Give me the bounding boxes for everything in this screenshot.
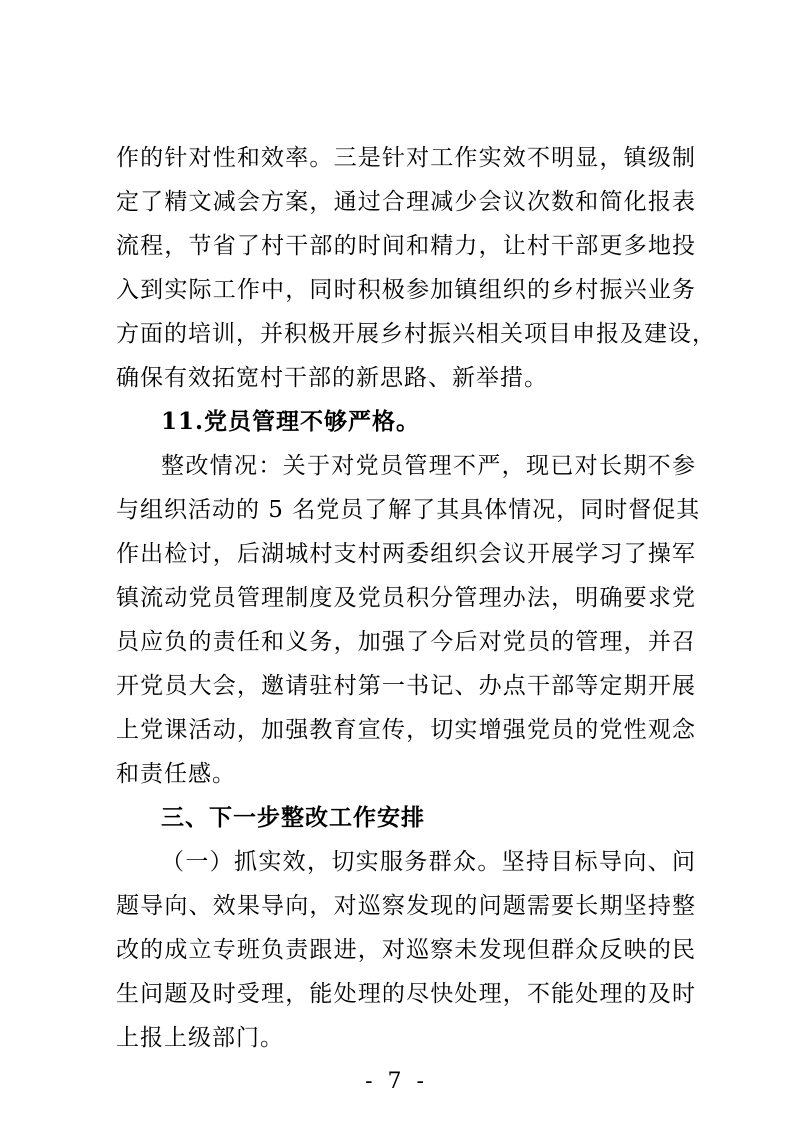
body-text-line: 作出检讨，后湖城村支村两委组织会议开展学习了操军 [116,541,696,567]
body-text-line: 员应负的责任和义务，加强了今后对党员的管理，并召 [116,629,696,655]
body-text-line: 定了精文减会方案，通过合理减少会议次数和简化报表 [116,189,696,215]
body-text-line: 题导向、效果导向，对巡察发现的问题需要长期坚持整 [116,893,696,919]
body-text-line: 作的针对性和效率。三是针对工作实效不明显，镇级制 [116,145,696,171]
body-text-line: 与组织活动的 5 名党员了解了其具体情况，同时督促其 [116,497,701,523]
item-heading: 11.党员管理不够严格。 [161,408,421,435]
body-text-line: 改的成立专班负责跟进，对巡察未发现但群众反映的民 [116,937,696,963]
body-text-line: 确保有效拓宽村干部的新思路、新举措。 [116,365,548,391]
body-text-line: 入到实际工作中，同时积极参加镇组织的乡村振兴业务 [116,277,696,303]
body-text-line: 和责任感。 [116,761,236,787]
body-text-line: 生问题及时受理，能处理的尽快处理，不能处理的及时 [116,981,696,1007]
section-heading: 三、下一步整改工作安排 [161,804,425,831]
page-number: - 7 - [365,1069,428,1094]
body-text-line: 上报上级部门。 [116,1025,284,1051]
body-text-line: 流程，节省了村干部的时间和精力，让村干部更多地投 [116,233,696,259]
body-text-line: 整改情况：关于对党员管理不严，现已对长期不参 [161,453,696,479]
body-text-line: （一）抓实效，切实服务群众。坚持目标导向、问 [161,849,696,875]
body-text-line: 上党课活动，加强教育宣传，切实增强党员的党性观念 [116,717,696,743]
body-text-line: 方面的培训，并积极开展乡村振兴相关项目申报及建设， [116,321,716,347]
body-text-line: 开党员大会，邀请驻村第一书记、办点干部等定期开展 [116,673,696,699]
body-text-line: 镇流动党员管理制度及党员积分管理办法，明确要求党 [116,585,696,611]
